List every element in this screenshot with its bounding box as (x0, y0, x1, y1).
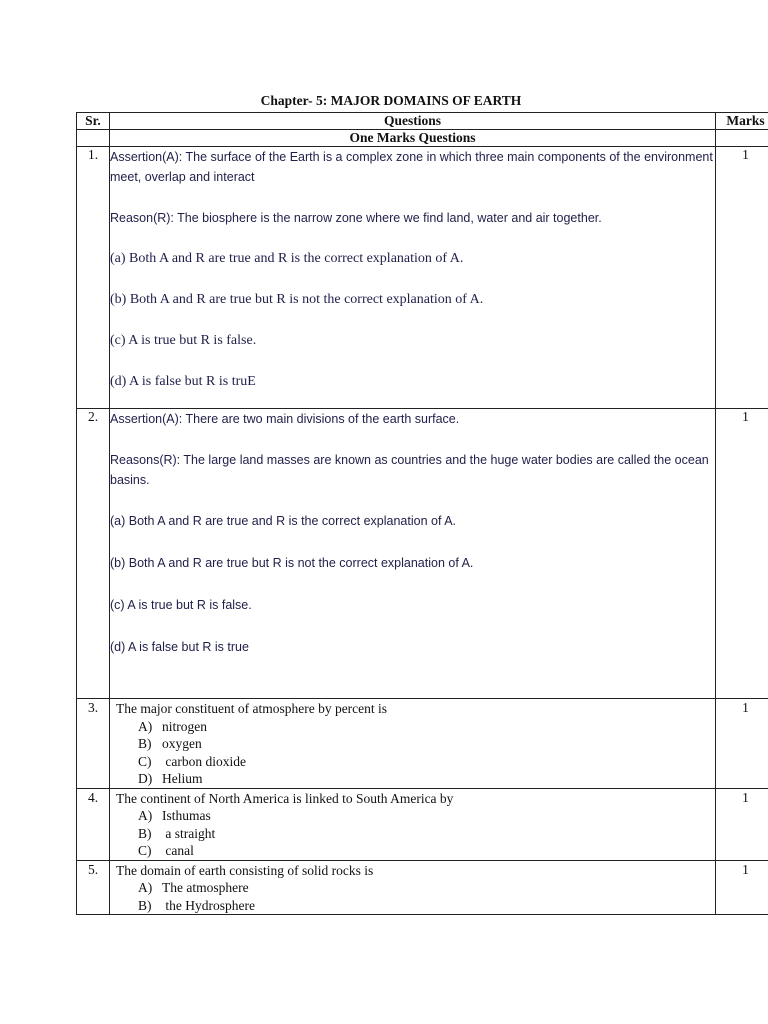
table-row (77, 409, 768, 699)
header-questions: Questions (110, 113, 716, 130)
question-marks: 1 (716, 788, 768, 860)
option-text: a straight (162, 825, 216, 841)
questions-table (76, 112, 768, 915)
option-letter: C) (138, 843, 152, 858)
option-text: Helium (162, 771, 203, 786)
header-sr: Sr. (77, 113, 110, 130)
option-text: oxygen (162, 736, 202, 751)
option-letter: B) (138, 736, 152, 751)
table-row (77, 788, 768, 860)
table-header-row (77, 113, 768, 130)
reason-text: Reasons(R): The large land masses are known as countries and the huge water bodies are called the ocean basins. (110, 453, 709, 487)
question-text: The domain of earth consisting of solid rocks is (116, 862, 374, 878)
question-text: The continent of North America is linked to South America by (116, 790, 454, 806)
option-letter: D) (138, 771, 153, 786)
section-heading: One Marks Questions (110, 130, 716, 147)
header-marks: Marks (716, 113, 768, 130)
question-number: 5. (77, 860, 110, 915)
option-letter: A) (138, 718, 153, 734)
option-text: Isthumas (162, 808, 211, 823)
question-number: 3. (77, 699, 110, 789)
option-text: nitrogen (162, 718, 207, 734)
reason-text: Reason(R): The biosphere is the narrow zone where we find land, water and air together. (110, 211, 602, 225)
table-row (77, 860, 768, 915)
question-number: 4. (77, 788, 110, 860)
option-c: (c) A is true but R is false. (110, 598, 252, 612)
option-b (116, 897, 709, 915)
option-text: the Hydrosphere (162, 897, 255, 913)
question-text: The major constituent of atmosphere by percent is (116, 701, 388, 716)
question-marks: 1 (716, 409, 768, 699)
option-text: carbon dioxide (162, 753, 246, 769)
option-c (116, 753, 709, 771)
question-cell (110, 409, 716, 699)
option-d (116, 770, 709, 788)
section-row (77, 130, 768, 147)
question-cell (110, 147, 716, 409)
option-text: The atmosphere (162, 880, 249, 895)
option-letter: A) (138, 808, 153, 823)
question-marks: 1 (716, 699, 768, 789)
question-number: 2. (77, 409, 110, 699)
option-text: canal (162, 843, 194, 858)
option-d: (d) A is false but R is truE (110, 374, 256, 389)
question-marks: 1 (716, 147, 768, 409)
question-cell (110, 860, 716, 915)
section-marks-cell (716, 130, 768, 147)
option-b: (b) Both A and R are true but R is not the correct explanation of A. (110, 556, 474, 570)
option-a (116, 718, 709, 736)
page-title: Chapter- 5: MAJOR DOMAINS OF EARTH (260, 93, 522, 108)
option-a (116, 807, 709, 825)
assertion-text: Assertion(A): There are two main divisions of the earth surface. (110, 412, 460, 426)
assertion-text: Assertion(A): The surface of the Earth is a complex zone in which three main components of the environment meet, overlap and interact (110, 150, 713, 184)
question-number: 1. (77, 147, 110, 409)
option-a: (a) Both A and R are true and R is the correct explanation of A. (110, 251, 464, 266)
option-letter: B) (138, 897, 152, 913)
option-b: (b) Both A and R are true but R is not the correct explanation of A. (110, 292, 484, 307)
table-row (77, 147, 768, 409)
option-a (116, 879, 709, 897)
option-b (116, 735, 709, 753)
question-cell (110, 699, 716, 789)
section-sr-cell (77, 130, 110, 147)
option-letter: B) (138, 825, 152, 841)
option-letter: A) (138, 880, 153, 895)
option-b (116, 825, 709, 843)
table-row (77, 699, 768, 789)
question-cell (110, 788, 716, 860)
option-c: (c) A is true but R is false. (110, 333, 257, 348)
option-letter: C) (138, 753, 152, 769)
option-c (116, 842, 709, 860)
option-a: (a) Both A and R are true and R is the correct explanation of A. (110, 514, 457, 528)
option-d: (d) A is false but R is true (110, 640, 249, 654)
question-marks: 1 (716, 860, 768, 915)
